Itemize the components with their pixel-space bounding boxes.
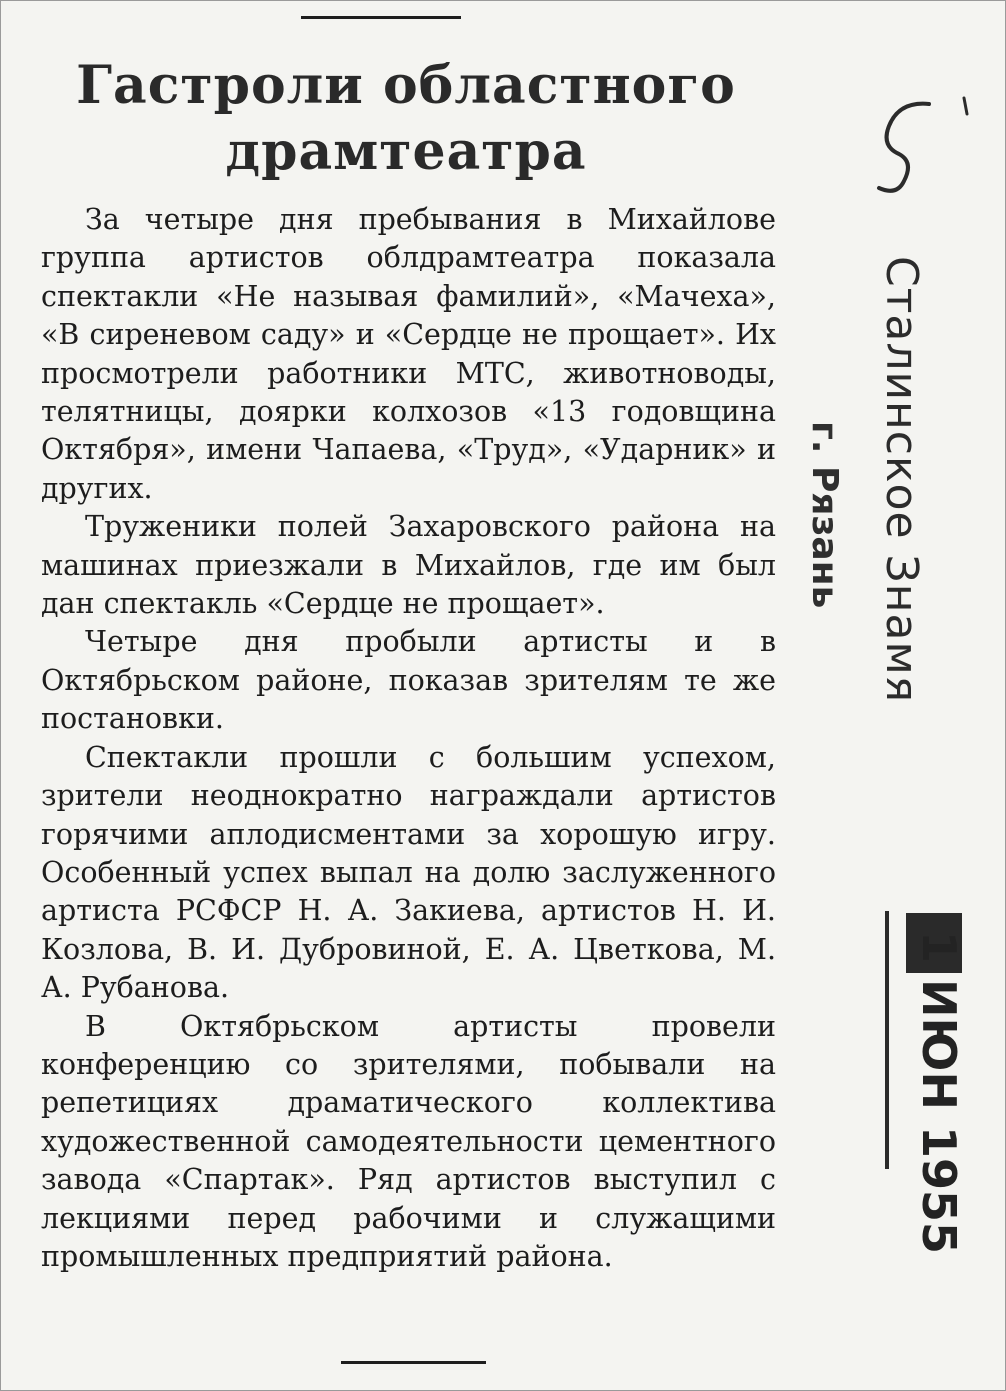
article-body	[41, 201, 776, 1276]
article-headline: Гастроли областного драмтеатра	[76, 55, 736, 182]
bottom-divider	[341, 1361, 486, 1364]
stamp-newspaper-name: Сталинское Знамя	[876, 256, 927, 704]
article-paragraph: В Октябрьском артисты провели конференцию со зрителями, побывали на репетициях драматического коллектива художественной самодеятельности цементного завода «Спартак». Ряд артистов выступил с лекциями перед рабочими и служащими промышленных предприятий района.	[41, 1009, 776, 1273]
article-paragraph: За четыре дня пребывания в Михайлове группа артистов облдрамтеатра показала спектакли «Не называя фамилий», «Мачеха», «В сиреневом саду» и «Сердце не прощает». Их просмотрели работники МТС, животноводы, телятницы, доярки колхозов «13 годовщина Октября», имени Чапаева, «Труд», «Ударник» и других.	[41, 203, 776, 505]
article-paragraph: Труженики полей Захаровского района на машинах приезжали в Михайлов, где им был дан спектакль «Сердце не прощает».	[41, 510, 776, 621]
article-paragraph: Спектакли прошли с большим успехом, зрители неоднократно награждали артистов горячими аплодисментами за хорошую игру. Особенный успех выпал на долю заслуженного артиста РСФСР Н. А. Закиева, артистов Н. И. Козлова, В. И. Дубровиной, Е. А. Цветкова, М. А. Рубанова.	[41, 740, 776, 1005]
top-divider	[301, 16, 461, 19]
stamp-divider	[885, 911, 889, 1169]
handwritten-mark-icon	[859, 96, 979, 206]
stamp-city: г. Рязань	[804, 421, 845, 609]
article-paragraph: Четыре дня пробыли артисты и в Октябрьском районе, показав зрителям те же постановки.	[41, 625, 776, 736]
stamp-date: 1 ИЮН 1955	[912, 931, 966, 1255]
